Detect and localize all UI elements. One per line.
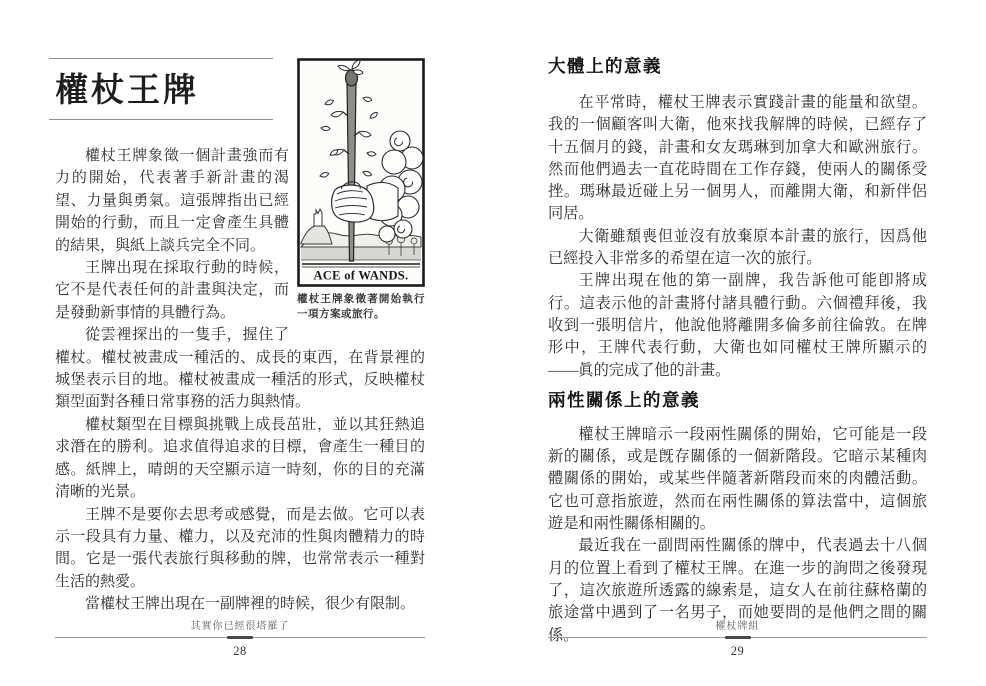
body-paragraph: 最近我在一副問兩性關係的牌中，代表過去十八個月的位置上看到了權杖王牌。在進一步的詢問之後發現了，這次旅遊所透露的線索是，這女人在前往蘇格蘭的旅途當中遇到了一名男子，而她要問的是他們之間的關係。 [548,537,927,644]
body-paragraph: 在平常時，權杖王牌表示實踐計畫的能量和欲望。我的一個顧客叫大衛，他來找我解牌的時候，已經存了十五個月的錢，計畫和女友瑪琳到加拿大和歐洲旅行。然而他們過去一直花時間在工作存錢，使兩人的關係受挫。瑪琳最近碰上另一個男人，而離開大衛，和新伴侶同居。 [548,94,927,223]
card-caption: 權杖王牌象徵著開始執行一項方案或旅行。 [297,293,425,320]
card-label: ACE of WANDS. [313,268,409,283]
body-paragraph: 王牌出現在採取行動的時候，它不是代表任何的計畫與決定，而是發動新事情的具體行為。 [55,260,289,321]
running-title: 其實你已經很塔羅了 [190,621,290,632]
body-paragraph: 王牌出現在他的第一副牌，我告訴他可能卽將成行。這表示他的計畫將付諸具體行動。六個禮拜後，我收到一張明信片，他說他將離開多倫多前往倫敦。在牌形中，王牌代表行動，大衛也如同權杖王牌所顯示的——眞的完成了他的計畫。 [548,272,927,379]
body-paragraph: 大衛雖頹喪但並沒有放棄原本計畫的旅行，因爲他已經投入非常多的希望在這一次的旅行。 [548,227,927,268]
right-page-footer [548,620,927,659]
body-paragraph: 王牌不是要你去思考或感覺，而是去做。它可以表示一段具有力量、權力，以及充沛的性與肉體精力的時間。它是一張代表旅行與移動的牌，也常常表示一種對生活的熱愛。 [55,506,425,590]
body-paragraph: 從雲裡探出的一隻手，握住了權杖。權杖被畫成一種活的、成長的東西，在背景裡的城堡表示目的地。權杖被畫成一種活的形式，反映權杖類型面對各種日常事務的活力與熱情。 [55,327,425,411]
footer-tab-dash [227,636,253,639]
footer-rule [548,637,927,638]
left-page-footer [55,620,425,659]
right-page [548,55,927,647]
section-heading-relationship-meaning: 兩性關係上的意義 [548,389,700,410]
body-paragraph: 權杖類型在目標與挑戰上成長茁壯，並以其狂熱追求潛在的勝利。追求值得追求的目標，會產生一種目的感。紙牌上，晴朗的天空顯示這一時刻，你的目的充滿清晰的光景。 [55,416,425,501]
footer-tab-dash [725,636,751,639]
page-number: 29 [730,644,745,658]
running-title: 權杖牌組 [715,621,760,632]
section-heading-general-meaning: 大體上的意義 [548,56,662,76]
page-number: 28 [233,644,247,658]
chapter-title-block [49,58,273,120]
chapter-title: 權杖王牌 [55,73,199,109]
body-paragraph: 權杖王牌象徵一個計畫強而有力的開始，代表著手新計畫的渴望、力量與勇氣。這張牌指出已經開始的行動，而且一定會產生具體的結果，與紙上談兵完全不同。 [55,148,289,254]
body-paragraph: 當權杖王牌出現在一副牌裡的時候，很少有限制。 [85,596,416,613]
ace-of-wands-card-illustration [297,58,425,287]
hand-icon [332,182,398,222]
left-page [55,58,425,616]
tarot-card-figure [297,58,425,346]
footer-rule [55,637,425,638]
body-paragraph: 權杖王牌暗示一段兩性關係的開始，它可能是一段新的關係，或是旣存關係的一個新階段。它暗示某種肉體關係的開始，或某些伴隨著新階段而來的肉體活動。它也可意指旅遊，然而在兩性關係的算法當中，這個旅遊是和兩性關係相關的。 [548,425,927,533]
